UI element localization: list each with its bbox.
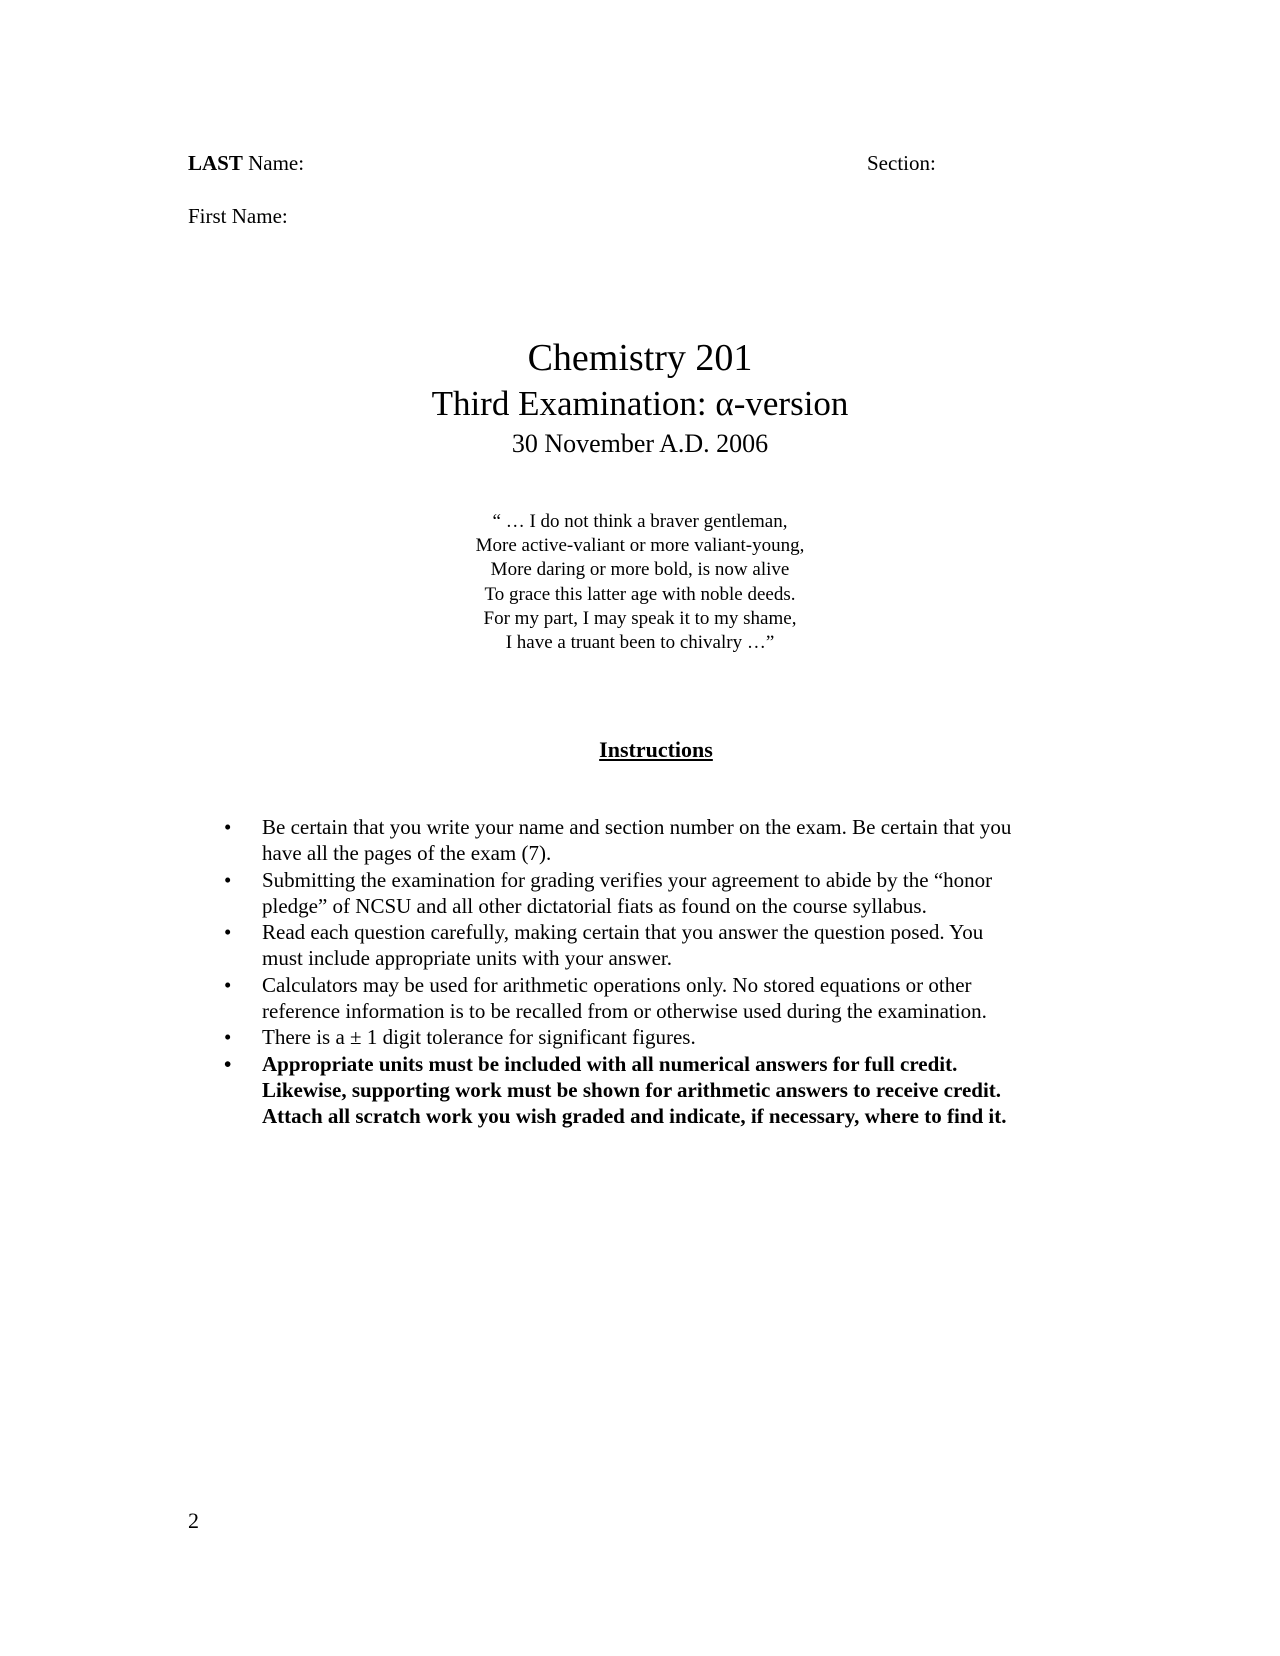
instruction-line: Likewise, supporting work must be shown for arithmetic answers to receive credit.	[262, 1077, 1002, 1102]
instruction-line: Read each question carefully, making certain that you answer the question posed. You	[262, 920, 984, 945]
bullet-icon: •	[224, 972, 232, 997]
page-number: 2	[188, 1508, 199, 1533]
instruction-item	[220, 919, 1100, 972]
instruction-item	[220, 814, 1100, 867]
instructions-list	[220, 814, 1100, 1130]
quote-line: More active-valiant or more valiant-young,	[475, 535, 805, 557]
instruction-line: have all the pages of the exam (7).	[262, 841, 552, 866]
instruction-line: Calculators may be used for arithmetic operations only. No stored equations or other	[262, 972, 972, 997]
last-name-rest: Name:	[242, 151, 305, 175]
instructions-heading: Instructions	[599, 737, 713, 762]
exam-title: Third Examination: α-version	[431, 384, 849, 423]
course-title: Chemistry 201	[527, 337, 753, 379]
bullet-icon: •	[224, 867, 232, 892]
quote-line: For my part, I may speak it to my shame,	[483, 607, 797, 629]
bullet-icon: •	[224, 1025, 232, 1050]
instruction-item-emphasized	[220, 1051, 1100, 1130]
last-name-label	[188, 151, 304, 175]
section-label: Section:	[867, 151, 936, 175]
bullet-icon: •	[224, 920, 232, 945]
bullet-icon: •	[224, 1051, 232, 1076]
instruction-item	[220, 1024, 1100, 1050]
quote-line: “ … I do not think a braver gentleman,	[492, 511, 788, 532]
instruction-line: Attach all scratch work you wish graded and indicate, if necessary, where to find it.	[262, 1104, 1007, 1129]
quote-line: To grace this latter age with noble deeds.	[484, 583, 796, 605]
instruction-line: There is a ± 1 digit tolerance for significant figures.	[262, 1025, 696, 1050]
bullet-icon: •	[224, 815, 232, 839]
epigraph-quote	[0, 510, 1280, 655]
instruction-line: must include appropriate units with your answer.	[262, 946, 673, 971]
instruction-line: Appropriate units must be included with all numerical answers for full credit.	[262, 1051, 958, 1076]
instruction-line: Submitting the examination for grading verifies your agreement to abide by the “honor	[262, 867, 993, 892]
instruction-line: reference information is to be recalled from or otherwise used during the examination.	[262, 999, 987, 1024]
instruction-item	[220, 867, 1100, 920]
instruction-line: pledge” of NCSU and all other dictatorial fiats as found on the course syllabus.	[262, 893, 927, 918]
instruction-line: Be certain that you write your name and section number on the exam. Be certain that you	[262, 815, 1012, 839]
first-name-label: First Name:	[188, 204, 288, 228]
exam-date: 30 November A.D. 2006	[511, 429, 769, 458]
quote-line: More daring or more bold, is now alive	[490, 559, 790, 581]
quote-line: I have a truant been to chivalry …”	[505, 632, 775, 654]
last-name-strong: LAST	[188, 151, 243, 175]
instruction-item	[220, 972, 1100, 1025]
